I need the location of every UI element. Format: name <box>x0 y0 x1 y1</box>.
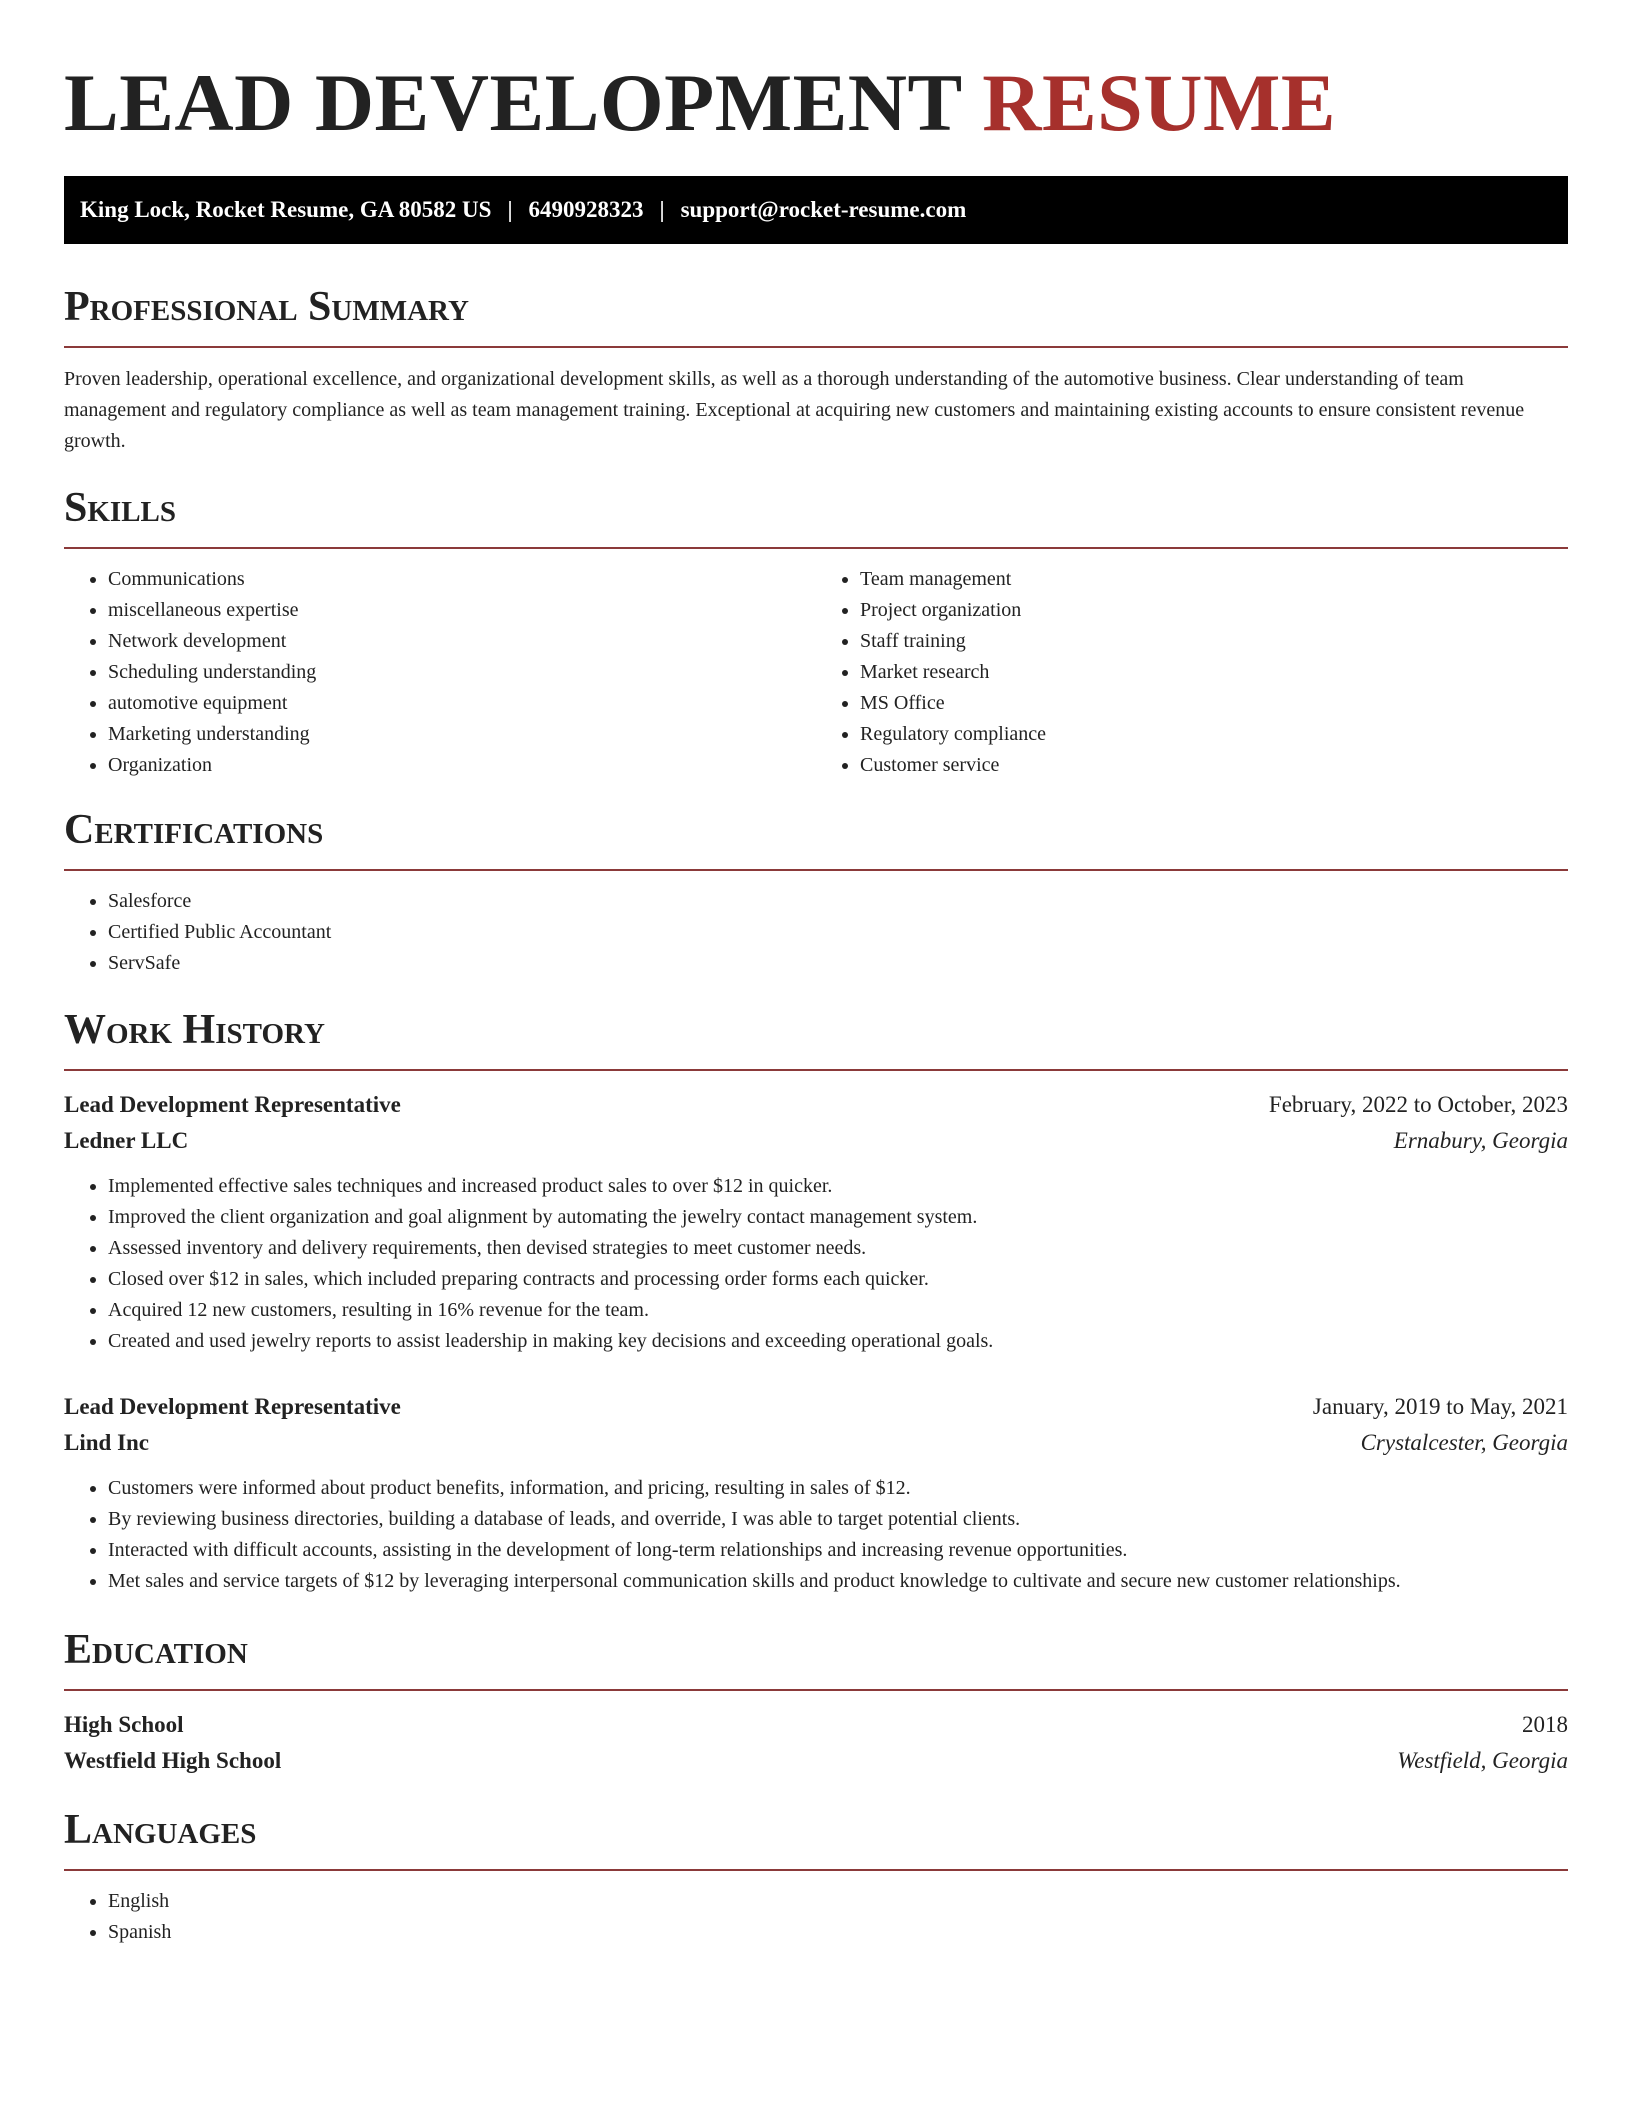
skill-item: • Organization <box>108 750 816 781</box>
skills-section <box>64 483 1568 781</box>
summary-text: Proven leadership, operational excellence, and organizational development skills, as well as a thorough understanding of the automotive business. Clear understanding of team management and regulatory compliance as well as team management training. Exceptional at acquiring new customers and maintaining existing accounts to ensure consistent revenue growth. <box>64 368 1525 452</box>
job-entry <box>64 1087 1568 1357</box>
job-bullet: • Customers were informed about product benefits, information, and pricing, resulting in sales of $12. <box>108 1473 1568 1504</box>
language-item: • Spanish <box>108 1917 1568 1948</box>
skill-item: • Marketing understanding <box>108 719 816 750</box>
skill-item: • Project organization <box>860 595 1568 626</box>
certifications-section <box>64 805 1568 979</box>
education-entry <box>64 1707 1568 1779</box>
job-bullet: • Assessed inventory and delivery requirements, then devised strategies to meet customer needs. <box>108 1233 1568 1264</box>
job-title: Lead Development Representative <box>64 1092 401 1117</box>
education-year: 2018 <box>1522 1712 1568 1737</box>
section-divider <box>64 547 1568 549</box>
section-divider <box>64 346 1568 348</box>
work-history-heading: Work History <box>64 1007 325 1053</box>
job-bullet: • By reviewing business directories, building a database of leads, and override, I was able to target potential clients. <box>108 1504 1568 1535</box>
language-item: • English <box>108 1886 1568 1917</box>
contact-separator: | <box>507 197 513 222</box>
summary-section <box>64 282 1568 457</box>
job-company: Ledner LLC <box>64 1128 189 1153</box>
certifications-list <box>64 886 1568 979</box>
education-heading: Education <box>64 1627 248 1673</box>
job-company: Lind Inc <box>64 1430 150 1455</box>
education-school-row <box>64 1743 1568 1779</box>
job-location: Ernabury, Georgia <box>1393 1128 1568 1153</box>
job-dates: February, 2022 to October, 2023 <box>1268 1092 1568 1117</box>
certification-item: • ServSafe <box>108 948 1568 979</box>
certification-item: • Certified Public Accountant <box>108 917 1568 948</box>
skill-item: • Scheduling understanding <box>108 657 816 688</box>
skill-item: • Customer service <box>860 750 1568 781</box>
education-section <box>64 1625 1568 1779</box>
job-bullet: • Closed over $12 in sales, which included preparing contracts and processing order forms each quicker. <box>108 1264 1568 1295</box>
job-location: Crystalcester, Georgia <box>1360 1430 1568 1455</box>
contact-address: King Lock, Rocket Resume, GA 80582 US <box>80 197 492 222</box>
education-degree: High School <box>64 1712 184 1737</box>
job-bullet: • Implemented effective sales techniques and increased product sales to over $12 in quicker. <box>108 1171 1568 1202</box>
section-divider <box>64 1069 1568 1071</box>
summary-heading: Professional Summary <box>64 284 469 330</box>
languages-heading: Languages <box>64 1807 257 1853</box>
job-title: Lead Development Representative <box>64 1394 401 1419</box>
work-history-section <box>64 1005 1568 1597</box>
skill-item: • Communications <box>108 564 816 595</box>
job-bullet: • Acquired 12 new customers, resulting in 16% revenue for the team. <box>108 1295 1568 1326</box>
job-bullet: • Created and used jewelry reports to assist leadership in making key decisions and exceeding operational goals. <box>108 1326 1568 1357</box>
job-dates: January, 2019 to May, 2021 <box>1312 1394 1568 1419</box>
job-company-row <box>64 1123 1568 1159</box>
languages-section <box>64 1805 1568 1948</box>
title-accent: RESUME <box>982 57 1337 148</box>
section-divider <box>64 869 1568 871</box>
skill-item: • Regulatory compliance <box>860 719 1568 750</box>
resume-title <box>64 0 1568 148</box>
section-divider <box>64 1869 1568 1871</box>
skill-item: • automotive equipment <box>108 688 816 719</box>
skill-item: • Network development <box>108 626 816 657</box>
title-main: LEAD DEVELOPMENT <box>64 57 962 148</box>
job-header-row <box>64 1389 1568 1425</box>
education-location: Westfield, Georgia <box>1397 1748 1568 1773</box>
section-divider <box>64 1689 1568 1691</box>
skill-item: • Team management <box>860 564 1568 595</box>
languages-list <box>64 1886 1568 1948</box>
job-bullets <box>64 1473 1568 1597</box>
skill-item: • miscellaneous expertise <box>108 595 816 626</box>
skills-heading: Skills <box>64 485 177 531</box>
skills-columns <box>64 564 1568 781</box>
education-school: Westfield High School <box>64 1748 282 1773</box>
job-company-row <box>64 1425 1568 1461</box>
job-header-row <box>64 1087 1568 1123</box>
skill-item: • Staff training <box>860 626 1568 657</box>
job-bullet: • Met sales and service targets of $12 by leveraging interpersonal communication skills and product knowledge to cultivate and secure new customer relationships. <box>108 1566 1568 1597</box>
contact-phone[interactable]: 6490928323 <box>528 197 644 222</box>
education-header-row <box>64 1707 1568 1743</box>
skill-item: • MS Office <box>860 688 1568 719</box>
job-bullets <box>64 1171 1568 1357</box>
certification-item: • Salesforce <box>108 886 1568 917</box>
skill-item: • Market research <box>860 657 1568 688</box>
contact-separator: | <box>659 197 665 222</box>
certifications-heading: Certifications <box>64 807 324 853</box>
contact-email[interactable]: support@rocket-resume.com <box>680 197 967 222</box>
skills-list-right <box>816 564 1568 781</box>
skills-list-left <box>64 564 816 781</box>
job-bullet: • Improved the client organization and goal alignment by automating the jewelry contact management system. <box>108 1202 1568 1233</box>
job-entry <box>64 1389 1568 1597</box>
contact-bar <box>64 176 1568 244</box>
job-bullet: • Interacted with difficult accounts, assisting in the development of long-term relationships and increasing revenue opportunities. <box>108 1535 1568 1566</box>
